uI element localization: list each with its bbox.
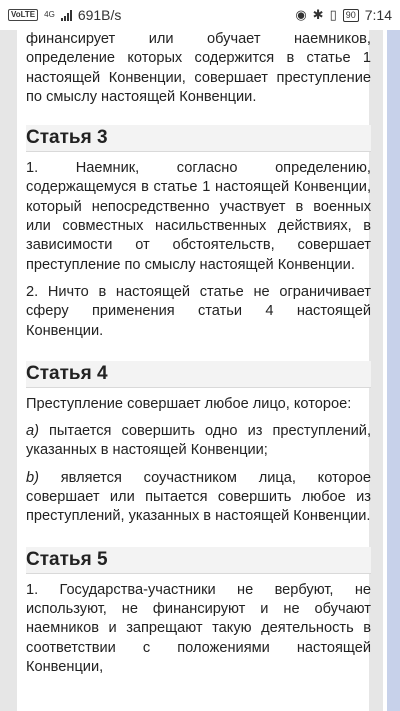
article-5-paragraph-1: 1. Государства-участники не вербуют, не используют, не финансируют и не обучают наемников и запрещают такую деятельность в соответствии с положениями настоящей Конвенции,: [26, 581, 371, 675]
battery-icon: 90: [343, 9, 359, 22]
article-4-intro: Преступление совершает любое лицо, которое:: [26, 395, 352, 412]
article-2-tail: финансирует или обучает наемников, определение которых содержится в статье 1 настоящей Конвенции, совершает преступление по смыслу настоящей Конвенции.: [26, 31, 371, 105]
volte-badge: VoLTE: [8, 9, 38, 21]
eye-comfort-icon: ◉: [295, 7, 307, 22]
status-bar: [0, 0, 400, 30]
network-type-label: 4G: [44, 10, 55, 19]
article-4-heading: Статья 4: [26, 361, 371, 388]
article-3-heading: Статья 3: [26, 125, 371, 152]
item-b-text: является соучастником лица, которое совершает или пытается совершить любое из преступлений, указанных в настоящей Конвенции.: [26, 469, 371, 525]
vibrate-icon: ▯: [329, 7, 337, 22]
article-3-paragraph-2: 2. Ничто в настоящей статье не ограничивает сферу применения статьи 4 настоящей Конвенции.: [26, 283, 371, 339]
item-a-label: a): [26, 423, 39, 440]
left-margin: [0, 30, 17, 711]
article-4-item-a: [26, 422, 371, 461]
item-a-text: пытается совершить одно из преступлений, указанных в настоящей Конвенции;: [26, 423, 371, 459]
network-speed: 691B/s: [77, 7, 122, 23]
article-5-heading: Статья 5: [26, 547, 371, 574]
article-3-paragraph-1: 1. Наемник, согласно определению, содержащемуся в статье 1 настоящей Конвенции, который непосредственно участвует в военных или совместных насильственных действиях, в зависимости от обстоятельств, совершает преступление по смыслу настоящей Конвенции.: [26, 160, 371, 273]
signal-strength-icon: [61, 10, 72, 21]
clock: 7:14: [364, 7, 392, 23]
article-content: [26, 0, 371, 685]
item-b-label: b): [26, 469, 39, 486]
bluetooth-icon: ✱: [312, 7, 324, 22]
right-margin: [369, 30, 383, 711]
scrollbar-track[interactable]: [387, 30, 400, 711]
article-4-item-b: [26, 469, 371, 527]
